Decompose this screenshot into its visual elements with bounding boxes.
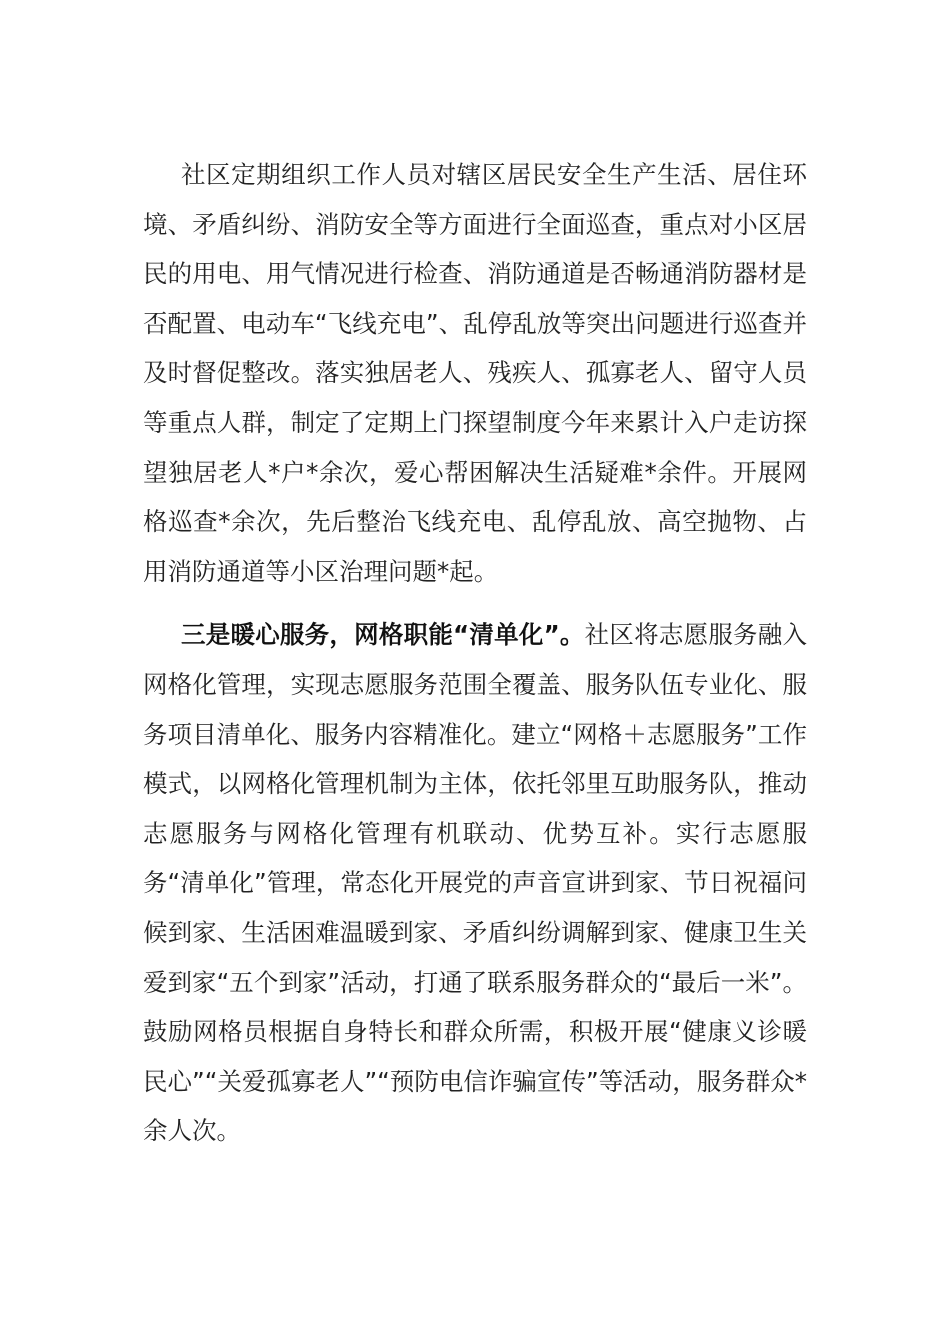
paragraph-heading: 三是暖心服务，网格职能“清单化”。 xyxy=(181,620,585,650)
paragraph-warm-service xyxy=(143,610,807,1156)
paragraph-inspection xyxy=(143,150,807,596)
paragraph-text: 社区定期组织工作人员对辖区居民安全生产生活、居住环境、矛盾纠纷、消防安全等方面进行全面巡查，重点对小区居民的用电、用气情况进行检查、消防通道是否畅通消防器材是否配置、电动车“飞线充电”、乱停乱放等突出问题进行巡查并及时督促整改。落实独居老人、残疾人、孤寡老人、留守人员等重点人群，制定了定期上门探望制度今年来累计入户走访探望独居老人*户*余次，爱心帮困解决生活疑难*余件。开展网格巡查*余次，先后整治飞线充电、乱停乱放、高空抛物、占用消防通道等小区治理问题*起。 xyxy=(143,160,807,586)
paragraph-text: 社区将志愿服务融入网格化管理，实现志愿服务范围全覆盖、服务队伍专业化、服务项目清单化、服务内容精准化。建立“网格＋志愿服务”工作模式，以网格化管理机制为主体，依托邻里互助服务队，推动志愿服务与网格化管理有机联动、优势互补。实行志愿服务“清单化”管理，常态化开展党的声音宣讲到家、节日祝福问候到家、生活困难温暖到家、矛盾纠纷调解到家、健康卫生关爱到家“五个到家”活动，打通了联系服务群众的“最后一米”。鼓励网格员根据自身特长和群众所需，积极开展“健康义诊暖民心”“关爱孤寡老人”“预防电信诈骗宣传”等活动，服务群众*余人次。 xyxy=(143,620,808,1146)
document-body xyxy=(143,150,807,1156)
